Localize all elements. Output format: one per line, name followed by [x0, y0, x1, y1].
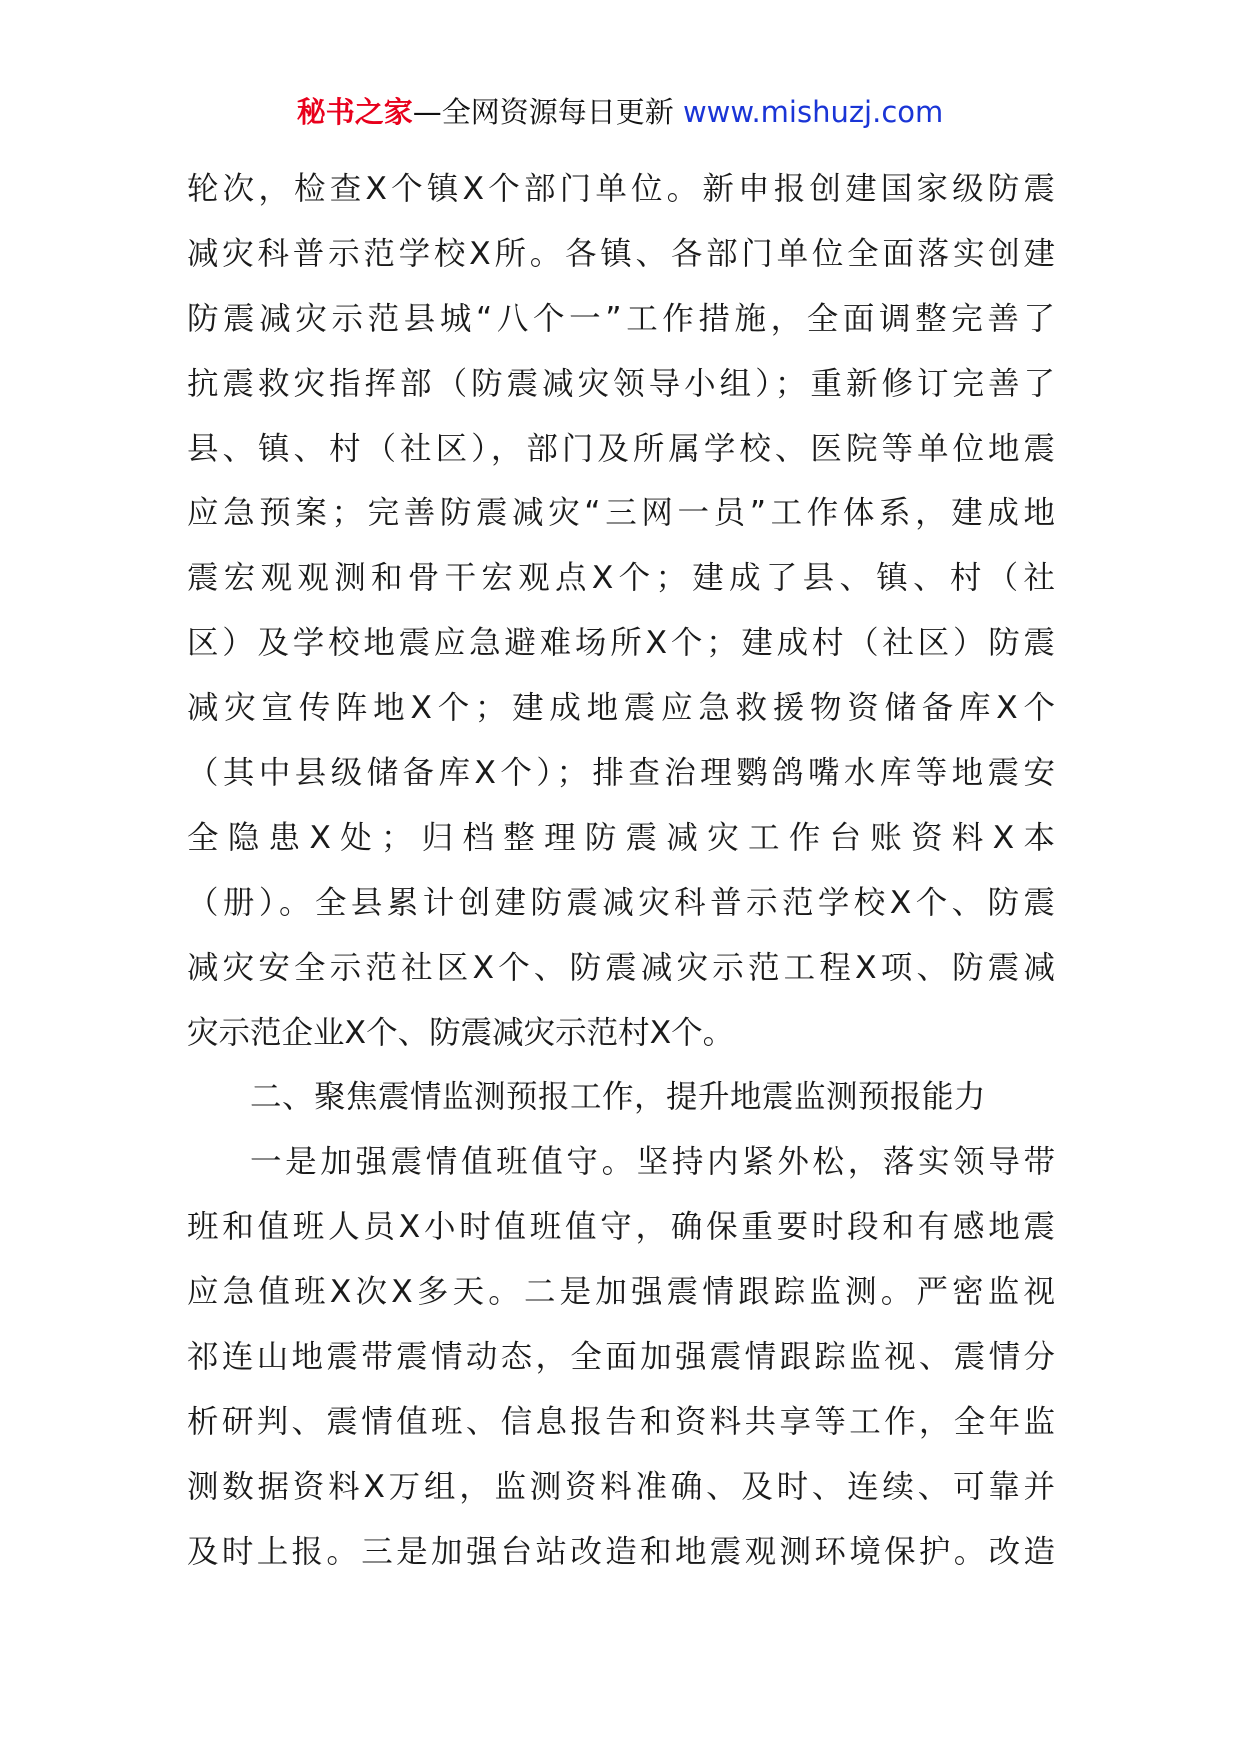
text-line: 一是加强震情值班值守。坚持内紧外松，落实领导带 [250, 1144, 1055, 1181]
text-line: 灾示范企业X个、防震减灾示范村X个。 [187, 1014, 735, 1051]
text-line: （其中县级储备库X个）；排查治理鹦鸽嘴水库等地震安 [187, 755, 1055, 792]
document-body [187, 157, 1055, 1585]
text-line: 减灾安全示范社区X个、防震减灾示范工程X项、防震减 [187, 949, 1055, 986]
text-line: 轮次，检查X个镇X个部门单位。新申报创建国家级防震 [187, 171, 1055, 207]
text-line: 应急值班X次X多天。二是加强震情跟踪监测。严密监视 [187, 1274, 1055, 1311]
text-line: 全隐患X处；归档整理防震减灾工作台账资料X本 [187, 819, 1055, 856]
text-line: （册）。全县累计创建防震减灾科普示范学校X个、防震 [187, 884, 1055, 921]
text-line: 县、镇、村（社区），部门及所属学校、医院等单位地震 [187, 430, 1055, 467]
text-line: 震宏观观测和骨干宏观点X个；建成了县、镇、村（社 [187, 560, 1055, 597]
text-line: 析研判、震情值班、信息报告和资料共享等工作，全年监 [187, 1403, 1055, 1440]
text-line: 测数据资料X万组，监测资料准确、及时、连续、可靠并 [187, 1468, 1055, 1505]
text-line: 减灾科普示范学校X所。各镇、各部门单位全面落实创建 [187, 235, 1055, 272]
site-brand: 秘书之家 [296, 95, 413, 129]
text-line: 及时上报。三是加强台站改造和地震观测环境保护。改造 [187, 1533, 1055, 1570]
text-line: 防震减灾示范县城“八个一”工作措施，全面调整完善了 [187, 300, 1055, 337]
text-line: 区）及学校地震应急避难场所X个；建成村（社区）防震 [187, 625, 1055, 662]
text-line: 抗震救灾指挥部（防震减灾领导小组）；重新修订完善了 [187, 365, 1055, 402]
text-line: 减灾宣传阵地X个；建成地震应急救援物资储备库X个 [187, 690, 1055, 727]
section-heading: 二、聚焦震情监测预报工作，提升地震监测预报能力 [250, 1079, 987, 1116]
text-line: 祁连山地震带震情动态，全面加强震情跟踪监视、震情分 [187, 1339, 1055, 1376]
site-header [0, 92, 1240, 132]
text-line: 班和值班人员X小时值班值守，确保重要时段和有感地震 [187, 1209, 1055, 1246]
site-url[interactable]: www.mishuzj.com [682, 95, 944, 129]
site-tagline: —全网资源每日更新 [412, 95, 674, 129]
text-line: 应急预案；完善防震减灾“三网一员”工作体系，建成地 [187, 495, 1055, 532]
